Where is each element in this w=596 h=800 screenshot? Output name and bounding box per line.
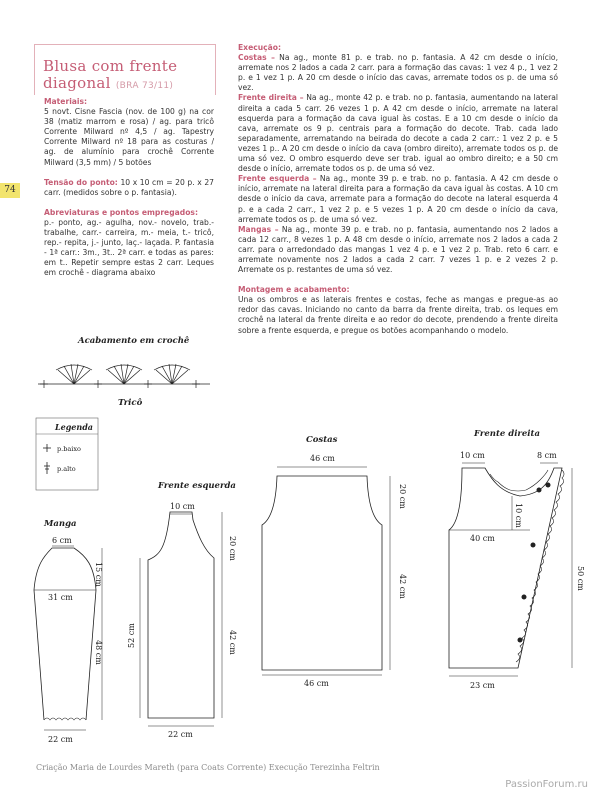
title-code: (BRA 73/11) — [115, 81, 174, 91]
single-crochet-marks — [40, 380, 200, 388]
manga-pattern — [34, 546, 102, 730]
section-text: Na ag., monte 42 p. e trab. no p. fantasia, aumentando na lateral direita a cada 5 carr. 26 vezes 1 p. A 42 cm desde o início, arremate na lateral esquerda para a formação da cava igual às costas. E a 10 cm desde o início da cava, arremate os 9 p. centrais para a formação do decote. Trab. cada lado separadamente, arrematando na beirada do decote a cada 2 carr.: 1 vez 2 p. e 5 vezes 1 p.. A 20 cm desde o início da cava (ombro direito), arremate todos os p. de uma só vez. O ombro esquerdo deve ser trab. igual ao ombro direito; e a 50 cm desde o início, arremate todos os p. de uma só vez. — [238, 93, 558, 174]
title-box — [34, 44, 216, 95]
frente-esquerda-m1: 10 cm — [170, 502, 195, 511]
button-icons — [518, 483, 551, 643]
costas-title: Costas — [306, 435, 338, 445]
costas-m3: 42 cm — [398, 574, 407, 599]
manga-m3: 31 cm — [48, 593, 73, 602]
left-column — [44, 97, 214, 285]
materials-block — [44, 97, 214, 168]
fan-stitch — [154, 364, 190, 384]
abbrev-block — [44, 208, 214, 279]
right-column — [238, 43, 558, 336]
button-icon — [531, 543, 536, 548]
assembly-text: Una os ombros e as laterais frentes e costas, feche as mangas e pregue-as ao redor das cavas. Iniciando no canto da barra da frente direita, trab. os leques em crochê na lateral da frente direita e ao redor do decote, prendendo a frente direita sobre a frente esquerda, e pregue os botões acompanhando o modelo. — [238, 295, 558, 335]
fan-stitch — [56, 364, 92, 384]
title-line2-text: diagonal — [43, 74, 111, 92]
execution-heading: Execução: — [238, 43, 282, 52]
tension-text: 10 x 10 cm = 20 p. x 27 carr. (medidos sobre o p. fantasia). — [44, 177, 214, 197]
section-text: Na ag., monte 39 p. e trab. no p. fantasia. A 42 cm desde o início, arremate na lateral direita para a formação da cava igual às costas. A 10 cm desde o início da cava, arremate para a formação do decote na lateral esquerda 4 p. e a cada 2 carr., 1 vez 2 p. e 5 vezes 1 p. A 20 cm desde o início da cava, arremate todos os p. de uma só vez. — [238, 174, 558, 224]
legend-item: p.baixo — [57, 445, 81, 453]
page-number: 74 — [0, 183, 20, 198]
watermark: PassionForum.ru — [505, 779, 588, 790]
button-icon — [522, 595, 527, 600]
section-label: Costas – — [238, 53, 275, 63]
costas-pattern — [262, 467, 390, 675]
frente-esquerda-m2: 20 cm — [228, 536, 237, 561]
title-line2 — [43, 74, 173, 92]
frente-direita-m4: 40 cm — [470, 534, 495, 543]
execution-section — [238, 174, 558, 224]
section-text: Na ag., monte 81 p. e trab. no p. fantasia. A 42 cm desde o início, arremate nos 2 lados a cada 2 carr. para a formação das cavas: 1 vez 4 p., 1 vez 2 p. e 1 vez 1 p. A 20 cm desde o início das cavas, arremate todos os p. de uma só vez. — [238, 53, 558, 93]
footer-credits: Criação Maria de Lourdes Mareth (para Coats Corrente) Execução Terezinha Feltrin — [36, 763, 380, 772]
legend-title: Legenda — [55, 422, 93, 432]
execution-section — [238, 93, 558, 174]
manga-title: Manga — [44, 519, 77, 529]
frente-esquerda-m5: 22 cm — [168, 730, 193, 739]
button-icon — [518, 638, 523, 643]
manga-m4: 48 cm — [94, 640, 103, 665]
legend-box — [36, 418, 98, 490]
plus-icon — [43, 444, 51, 452]
legend-item: p.alto — [57, 465, 76, 473]
frente-direita-m5: 50 cm — [576, 566, 585, 591]
abbrev-heading: Abreviaturas e pontos empregados: — [44, 207, 198, 217]
frente-esquerda-title: Frente esquerda — [158, 481, 236, 491]
frente-direita-title: Frente direita — [474, 429, 540, 439]
tension-block — [44, 178, 214, 198]
frente-esquerda-pattern — [140, 512, 222, 726]
frente-direita-m2: 8 cm — [537, 451, 557, 460]
button-icon — [537, 488, 542, 493]
frente-direita-pattern — [449, 463, 572, 676]
costas-m4: 46 cm — [304, 679, 329, 688]
materials-heading: Materiais: — [44, 97, 88, 106]
assembly-block — [238, 285, 558, 335]
button-icon — [546, 483, 551, 488]
manga-m2: 15 cm — [94, 562, 103, 587]
frente-direita-m3: 10 cm — [514, 503, 523, 528]
crochet-diagram — [38, 364, 210, 388]
frente-esquerda-m3: 52 cm — [127, 623, 136, 648]
materials-text: 5 novt. Cisne Fascia (nov. de 100 g) na cor 38 (matiz marrom e rosa) / ag. para tricô Corrente Milward nº 4,5 / ag. Tapestry Corrente Milward nº 18 para as costuras / ag. de alumínio para crochê Corrente Milward (3,5 mm) / 5 botões — [44, 107, 214, 167]
title-line1: Blusa com frente — [43, 57, 178, 75]
execution-section — [238, 53, 558, 93]
fan-stitch — [106, 364, 142, 384]
section-label: Frente direita – — [238, 93, 304, 103]
crochet-label: Tricô — [118, 398, 143, 408]
manga-m5: 22 cm — [48, 735, 73, 744]
frente-direita-m1: 10 cm — [460, 451, 485, 460]
frente-direita-m6: 23 cm — [470, 681, 495, 690]
costas-m1: 46 cm — [310, 454, 335, 463]
crochet-title: Acabamento em crochê — [78, 336, 190, 346]
manga-m1: 6 cm — [52, 536, 72, 545]
abbrev-text: p.- ponto, ag.- agulha, nov.- novelo, trab.- trabalhe, carr.- carreira, m.- meia, t.- tricô, rep.- repita, j.- junto, laç.- laçada. P. fantasia - 1ª carr.: 3m., 3t.. 2ª carr. e todas as pares: em t.. Repetir sempre estas 2 carr. Leques em crochê - diagrama abaixo — [44, 217, 214, 278]
execution-section — [238, 225, 558, 275]
section-label: Frente esquerda – — [238, 174, 317, 184]
section-label: Mangas – — [238, 224, 279, 234]
assembly-heading: Montagem e acabamento: — [238, 285, 350, 295]
costas-m2: 20 cm — [398, 484, 407, 509]
dagger-icon — [44, 462, 50, 474]
section-text: Na ag., monte 39 p. e trab. no p. fantasia, aumentando nos 2 lados a cada 12 carr., 8 vezes 1 p. A 48 cm desde o início, arremate nos 2 lados a cada 2 carr. para o arredondado das mangas 1 vez 4 p. e 1 vez 2 p. Trab. reto 6 carr. e arremate novamente nos 2 lados a cada 2 carr. 7 vezes 1 p. e 2 vezes 2 p. Arremate os p. restantes de uma só vez. — [238, 224, 558, 275]
tension-heading: Tensão do ponto: — [44, 177, 118, 187]
frente-esquerda-m4: 42 cm — [228, 630, 237, 655]
